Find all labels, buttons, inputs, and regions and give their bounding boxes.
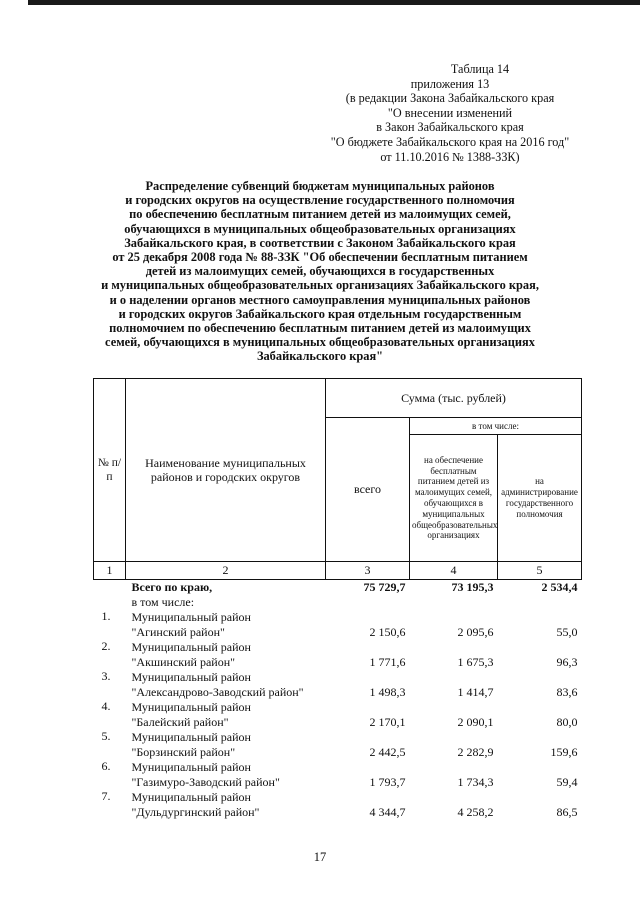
table-row xyxy=(94,639,582,669)
header-name: Наименование муниципальных районов и городских округов xyxy=(126,379,326,562)
row-number: 4. xyxy=(101,699,111,714)
row-name-line: Муниципальный район xyxy=(131,760,251,774)
row-admin: 80,0 xyxy=(556,714,578,729)
row-name xyxy=(126,669,326,699)
title-line: Забайкальского края" xyxy=(256,349,384,364)
document-title xyxy=(70,179,570,364)
document-reference-block xyxy=(300,62,600,164)
table-row xyxy=(94,789,582,819)
row-total: 2 442,5 xyxy=(369,744,406,759)
table-row xyxy=(94,729,582,759)
row-food: 2 090,1 xyxy=(457,714,494,729)
row-name-line: Муниципальный район xyxy=(131,610,251,624)
row-total: 2 170,1 xyxy=(369,714,406,729)
title-line: полномочием по обеспечению бесплатным питанием детей из малоимущих xyxy=(109,321,531,336)
table-row xyxy=(94,669,582,699)
page-number: 17 xyxy=(313,850,327,864)
title-line: Забайкальского края, в соответствии с Законом Забайкальского края xyxy=(124,235,516,250)
total-label: Всего по краю, xyxy=(131,580,213,594)
row-name-line: Муниципальный район xyxy=(131,700,251,714)
title-line: и о наделении органов местного самоуправления муниципальных районов xyxy=(109,292,531,307)
title-line: по обеспечению бесплатным питанием детей из малоимущих семей, xyxy=(129,207,511,222)
header-including: в том числе: xyxy=(410,418,582,435)
row-total: 1 498,3 xyxy=(369,684,406,699)
row-number: 3. xyxy=(101,669,111,684)
row-name-line: Муниципальный район xyxy=(131,670,251,684)
row-food: 1 734,3 xyxy=(457,774,494,789)
row-food: 2 095,6 xyxy=(457,624,494,639)
header-sum: Сумма (тыс. рублей) xyxy=(326,379,582,418)
row-name xyxy=(126,729,326,759)
row-name-line: "Акшинский район" xyxy=(131,654,236,669)
row-food: 1 675,3 xyxy=(457,654,494,669)
row-name xyxy=(126,699,326,729)
title-line: Распределение субвенций бюджетам муниципальных районов xyxy=(145,179,495,193)
total-row xyxy=(94,580,582,595)
including-label: в том числе: xyxy=(131,594,195,609)
row-name-line: "Балейский район" xyxy=(131,714,229,729)
column-number: 1 xyxy=(94,562,126,580)
law-line: в Закон Забайкальского края xyxy=(376,120,524,135)
column-number: 5 xyxy=(498,562,582,580)
title-line: и городских округов на осуществление государственного полномочия xyxy=(125,193,515,208)
row-number: 6. xyxy=(101,759,111,774)
row-name-line: "Агинский район" xyxy=(131,624,225,639)
date-line: от 11.10.2016 № 1388-ЗЗК) xyxy=(380,149,520,164)
title-line: и городских округов Забайкальского края отдельным государственным xyxy=(118,306,522,321)
appendix-label: приложения 13 xyxy=(410,76,490,91)
title-line: детей из малоимущих семей, обучающихся в государственных xyxy=(145,264,495,279)
table-row xyxy=(94,699,582,729)
row-total: 2 150,6 xyxy=(369,624,406,639)
row-name xyxy=(126,609,326,639)
row-admin: 86,5 xyxy=(556,804,578,819)
row-food: 1 414,7 xyxy=(457,684,494,699)
subvention-table xyxy=(93,378,582,819)
column-number: 2 xyxy=(126,562,326,580)
row-name-line: "Александрово-Заводский район" xyxy=(131,684,304,699)
scan-edge-bar xyxy=(28,0,640,5)
column-number: 4 xyxy=(410,562,498,580)
row-number: 1. xyxy=(101,609,111,624)
title-line: и муниципальных общеобразовательных организациях Забайкальского края, xyxy=(101,278,539,293)
header-food-subvention: на обеспечение бесплатным питанием детей из малоимущих семей, обучающихся в муниципальных общеобразовательных организациях xyxy=(410,435,498,562)
row-total: 1 793,7 xyxy=(369,774,406,789)
row-number: 5. xyxy=(101,729,111,744)
title-line: обучающихся в муниципальных общеобразовательных организациях xyxy=(124,221,516,236)
row-name-line: "Газимуро-Заводский район" xyxy=(131,774,280,789)
row-food: 2 282,9 xyxy=(457,744,494,759)
row-name-line: Муниципальный район xyxy=(131,640,251,654)
row-number: 2. xyxy=(101,639,111,654)
row-admin: 83,6 xyxy=(556,684,578,699)
edition-line: (в редакции Закона Забайкальского края xyxy=(345,91,555,106)
amendment-line: "О внесении изменений xyxy=(387,105,513,120)
row-admin: 55,0 xyxy=(556,624,578,639)
row-total: 4 344,7 xyxy=(369,804,406,819)
table-row xyxy=(94,609,582,639)
row-name-line: Муниципальный район xyxy=(131,790,251,804)
row-food: 4 258,2 xyxy=(457,804,494,819)
row-total: 1 771,6 xyxy=(369,654,406,669)
row-name-line: Муниципальный район xyxy=(131,730,251,744)
column-number-row xyxy=(94,562,582,580)
table-row xyxy=(94,759,582,789)
budget-line: "О бюджете Забайкальского края на 2016 год" xyxy=(330,134,570,149)
total-food: 73 195,3 xyxy=(451,580,494,594)
row-name xyxy=(126,789,326,819)
column-number: 3 xyxy=(326,562,410,580)
including-row xyxy=(94,595,582,610)
title-line: семей, обучающихся в муниципальных общеобразовательных организациях xyxy=(105,335,535,350)
row-admin: 96,3 xyxy=(556,654,578,669)
title-line: от 25 декабря 2008 года № 88-ЗЗК "Об обеспечении бесплатным питанием xyxy=(112,250,528,265)
table-label: Таблица 14 xyxy=(450,62,510,76)
row-name xyxy=(126,759,326,789)
row-name xyxy=(126,639,326,669)
row-name-line: "Дульдургинский район" xyxy=(131,804,260,819)
row-name-line: "Борзинский район" xyxy=(131,744,236,759)
row-admin: 59,4 xyxy=(556,774,578,789)
header-number: № п/п xyxy=(94,379,126,562)
header-total: всего xyxy=(326,418,410,562)
total-all: 75 729,7 xyxy=(363,580,406,594)
row-admin: 159,6 xyxy=(550,744,578,759)
row-number: 7. xyxy=(101,789,111,804)
header-admin-subvention: на администрирование государственного полномочия xyxy=(498,435,582,562)
total-admin: 2 534,4 xyxy=(541,580,578,594)
